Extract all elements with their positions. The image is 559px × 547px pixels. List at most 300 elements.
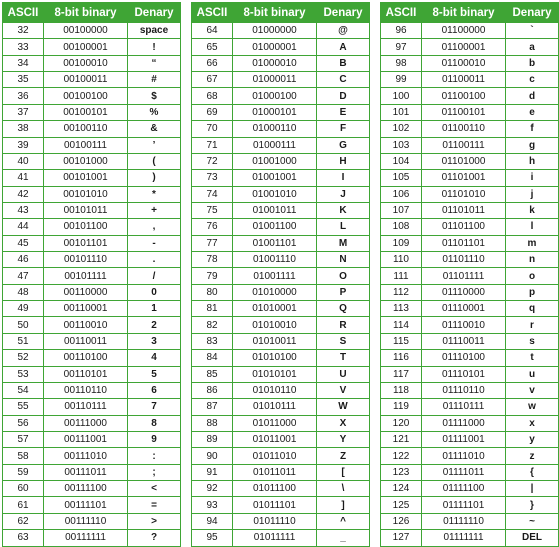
- character-cell: DEL: [506, 530, 559, 546]
- table-row: [192, 186, 370, 202]
- ascii-code-cell: 94: [192, 513, 233, 529]
- table-row: [381, 23, 559, 39]
- ascii-code-cell: 64: [192, 23, 233, 39]
- table-row: [381, 497, 559, 513]
- binary-cell: 00101000: [44, 153, 128, 169]
- ascii-code-cell: 47: [3, 268, 44, 284]
- ascii-code-cell: 44: [3, 219, 44, 235]
- character-cell: m: [506, 235, 559, 251]
- binary-cell: 00100010: [44, 55, 128, 71]
- ascii-code-cell: 34: [3, 55, 44, 71]
- ascii-code-cell: 112: [381, 284, 422, 300]
- binary-cell: 01111101: [422, 497, 506, 513]
- binary-cell: 01011111: [233, 530, 317, 546]
- character-cell: 1: [128, 301, 181, 317]
- table-row: [381, 513, 559, 529]
- table-row: [3, 497, 181, 513]
- ascii-code-cell: 32: [3, 23, 44, 39]
- binary-cell: 01000000: [233, 23, 317, 39]
- binary-cell: 01001110: [233, 252, 317, 268]
- table-row: [192, 366, 370, 382]
- table-row: [381, 72, 559, 88]
- table-row: [192, 301, 370, 317]
- character-cell: n: [506, 252, 559, 268]
- table-row: [381, 219, 559, 235]
- table-row: [381, 399, 559, 415]
- character-cell: }: [506, 497, 559, 513]
- header-ascii: ASCII: [381, 3, 422, 23]
- table-row: [381, 415, 559, 431]
- table-row: [381, 137, 559, 153]
- character-cell: {: [506, 464, 559, 480]
- table-row: [192, 382, 370, 398]
- character-cell: h: [506, 153, 559, 169]
- binary-cell: 00100110: [44, 121, 128, 137]
- table-row: [381, 39, 559, 55]
- ascii-code-cell: 114: [381, 317, 422, 333]
- ascii-code-cell: 104: [381, 153, 422, 169]
- ascii-code-cell: 100: [381, 88, 422, 104]
- table-row: [192, 153, 370, 169]
- table-row: [192, 530, 370, 546]
- character-cell: w: [506, 399, 559, 415]
- header-ascii: ASCII: [3, 3, 44, 23]
- binary-cell: 01011110: [233, 513, 317, 529]
- ascii-table-96-127: [380, 2, 559, 547]
- character-cell: =: [128, 497, 181, 513]
- table-row: [381, 252, 559, 268]
- table-row: [3, 39, 181, 55]
- binary-cell: 01100101: [422, 104, 506, 120]
- ascii-code-cell: 54: [3, 382, 44, 398]
- character-cell: X: [317, 415, 370, 431]
- table-row: [381, 382, 559, 398]
- ascii-code-cell: 105: [381, 170, 422, 186]
- binary-cell: 00111100: [44, 481, 128, 497]
- ascii-code-cell: 90: [192, 448, 233, 464]
- binary-cell: 00111111: [44, 530, 128, 546]
- ascii-code-cell: 42: [3, 186, 44, 202]
- table-row: [3, 399, 181, 415]
- binary-cell: 01000011: [233, 72, 317, 88]
- binary-cell: 01011000: [233, 415, 317, 431]
- table-row: [3, 317, 181, 333]
- binary-cell: 01110111: [422, 399, 506, 415]
- binary-cell: 01111111: [422, 530, 506, 546]
- table-row: [192, 72, 370, 88]
- character-cell: R: [317, 317, 370, 333]
- binary-cell: 01100110: [422, 121, 506, 137]
- character-cell: u: [506, 366, 559, 382]
- binary-cell: 00111011: [44, 464, 128, 480]
- character-cell: U: [317, 366, 370, 382]
- character-cell: V: [317, 382, 370, 398]
- ascii-code-cell: 113: [381, 301, 422, 317]
- ascii-code-cell: 117: [381, 366, 422, 382]
- character-cell: 6: [128, 382, 181, 398]
- table-row: [381, 350, 559, 366]
- ascii-code-cell: 109: [381, 235, 422, 251]
- binary-cell: 01100111: [422, 137, 506, 153]
- character-cell: *: [128, 186, 181, 202]
- character-cell: ?: [128, 530, 181, 546]
- ascii-code-cell: 77: [192, 235, 233, 251]
- binary-cell: 01111110: [422, 513, 506, 529]
- binary-cell: 00101111: [44, 268, 128, 284]
- character-cell: E: [317, 104, 370, 120]
- character-cell: e: [506, 104, 559, 120]
- table-row: [192, 268, 370, 284]
- binary-cell: 00100011: [44, 72, 128, 88]
- character-cell: d: [506, 88, 559, 104]
- character-cell: ~: [506, 513, 559, 529]
- ascii-code-cell: 69: [192, 104, 233, 120]
- header-denary: Denary: [128, 3, 181, 23]
- binary-cell: 01010011: [233, 333, 317, 349]
- ascii-table-64-95: [191, 2, 370, 547]
- table-row: [192, 333, 370, 349]
- character-cell: /: [128, 268, 181, 284]
- ascii-code-cell: 41: [3, 170, 44, 186]
- table-row: [3, 153, 181, 169]
- table-row: [381, 104, 559, 120]
- character-cell: [: [317, 464, 370, 480]
- binary-cell: 01101101: [422, 235, 506, 251]
- binary-cell: 01110101: [422, 366, 506, 382]
- ascii-code-cell: 96: [381, 23, 422, 39]
- ascii-code-cell: 121: [381, 431, 422, 447]
- binary-cell: 00110100: [44, 350, 128, 366]
- binary-cell: 01101100: [422, 219, 506, 235]
- ascii-code-cell: 81: [192, 301, 233, 317]
- ascii-code-cell: 123: [381, 464, 422, 480]
- table-row: [192, 317, 370, 333]
- binary-cell: 01101011: [422, 202, 506, 218]
- ascii-code-cell: 95: [192, 530, 233, 546]
- table-row: [3, 202, 181, 218]
- character-cell: -: [128, 235, 181, 251]
- character-cell: z: [506, 448, 559, 464]
- character-cell: ]: [317, 497, 370, 513]
- table-row: [3, 481, 181, 497]
- binary-cell: 00101010: [44, 186, 128, 202]
- character-cell: N: [317, 252, 370, 268]
- table-header-row: [381, 3, 559, 23]
- character-cell: G: [317, 137, 370, 153]
- table-row: [381, 301, 559, 317]
- character-cell: “: [128, 55, 181, 71]
- binary-cell: 00110110: [44, 382, 128, 398]
- binary-cell: 01101110: [422, 252, 506, 268]
- binary-cell: 01111010: [422, 448, 506, 464]
- binary-cell: 00110010: [44, 317, 128, 333]
- ascii-table-32-63: [2, 2, 181, 547]
- table-row: [3, 88, 181, 104]
- ascii-code-cell: 76: [192, 219, 233, 235]
- character-cell: ’: [128, 137, 181, 153]
- ascii-code-cell: 61: [3, 497, 44, 513]
- table-row: [381, 153, 559, 169]
- ascii-code-cell: 79: [192, 268, 233, 284]
- ascii-code-cell: 56: [3, 415, 44, 431]
- table-row: [3, 235, 181, 251]
- table-row: [3, 350, 181, 366]
- table-row: [192, 219, 370, 235]
- binary-cell: 00110101: [44, 366, 128, 382]
- binary-cell: 00111101: [44, 497, 128, 513]
- character-cell: @: [317, 23, 370, 39]
- table-row: [192, 481, 370, 497]
- character-cell: ): [128, 170, 181, 186]
- binary-cell: 01110011: [422, 333, 506, 349]
- header-denary: Denary: [317, 3, 370, 23]
- binary-cell: 01010101: [233, 366, 317, 382]
- table-row: [381, 121, 559, 137]
- ascii-code-cell: 125: [381, 497, 422, 513]
- binary-cell: 00100111: [44, 137, 128, 153]
- character-cell: :: [128, 448, 181, 464]
- binary-cell: 01101000: [422, 153, 506, 169]
- table-body: [381, 23, 559, 547]
- binary-cell: 00110111: [44, 399, 128, 415]
- table-row: [3, 366, 181, 382]
- character-cell: W: [317, 399, 370, 415]
- ascii-code-cell: 127: [381, 530, 422, 546]
- binary-cell: 01100001: [422, 39, 506, 55]
- binary-cell: 01101001: [422, 170, 506, 186]
- ascii-code-cell: 101: [381, 104, 422, 120]
- character-cell: .: [128, 252, 181, 268]
- table-row: [3, 23, 181, 39]
- binary-cell: 01000100: [233, 88, 317, 104]
- character-cell: #: [128, 72, 181, 88]
- character-cell: _: [317, 530, 370, 546]
- table-row: [3, 284, 181, 300]
- binary-cell: 00100000: [44, 23, 128, 39]
- table-row: [192, 448, 370, 464]
- character-cell: p: [506, 284, 559, 300]
- ascii-code-cell: 39: [3, 137, 44, 153]
- ascii-code-cell: 71: [192, 137, 233, 153]
- ascii-code-cell: 35: [3, 72, 44, 88]
- table-row: [192, 415, 370, 431]
- ascii-code-cell: 111: [381, 268, 422, 284]
- ascii-code-cell: 108: [381, 219, 422, 235]
- table-row: [192, 39, 370, 55]
- ascii-code-cell: 119: [381, 399, 422, 415]
- ascii-code-cell: 67: [192, 72, 233, 88]
- character-cell: 9: [128, 431, 181, 447]
- binary-cell: 01111100: [422, 481, 506, 497]
- binary-cell: 01001010: [233, 186, 317, 202]
- character-cell: L: [317, 219, 370, 235]
- ascii-code-cell: 97: [381, 39, 422, 55]
- table-row: [381, 202, 559, 218]
- ascii-code-cell: 103: [381, 137, 422, 153]
- table-row: [192, 252, 370, 268]
- ascii-code-cell: 99: [381, 72, 422, 88]
- binary-cell: 01101010: [422, 186, 506, 202]
- binary-cell: 00101100: [44, 219, 128, 235]
- binary-cell: 00110001: [44, 301, 128, 317]
- ascii-code-cell: 110: [381, 252, 422, 268]
- binary-cell: 01001100: [233, 219, 317, 235]
- table-row: [3, 415, 181, 431]
- binary-cell: 01110100: [422, 350, 506, 366]
- binary-cell: 01000110: [233, 121, 317, 137]
- table-row: [381, 481, 559, 497]
- character-cell: c: [506, 72, 559, 88]
- binary-cell: 00101001: [44, 170, 128, 186]
- ascii-code-cell: 102: [381, 121, 422, 137]
- binary-cell: 01011100: [233, 481, 317, 497]
- ascii-code-cell: 115: [381, 333, 422, 349]
- binary-cell: 01010010: [233, 317, 317, 333]
- ascii-code-cell: 36: [3, 88, 44, 104]
- character-cell: Q: [317, 301, 370, 317]
- character-cell: 7: [128, 399, 181, 415]
- character-cell: F: [317, 121, 370, 137]
- table-body: [192, 23, 370, 547]
- character-cell: y: [506, 431, 559, 447]
- ascii-code-cell: 45: [3, 235, 44, 251]
- table-row: [3, 464, 181, 480]
- character-cell: v: [506, 382, 559, 398]
- ascii-code-cell: 49: [3, 301, 44, 317]
- ascii-code-cell: 57: [3, 431, 44, 447]
- binary-cell: 01110000: [422, 284, 506, 300]
- character-cell: \: [317, 481, 370, 497]
- binary-cell: 01100010: [422, 55, 506, 71]
- table-row: [381, 55, 559, 71]
- character-cell: I: [317, 170, 370, 186]
- ascii-code-cell: 58: [3, 448, 44, 464]
- character-cell: H: [317, 153, 370, 169]
- binary-cell: 01111001: [422, 431, 506, 447]
- table-row: [192, 431, 370, 447]
- character-cell: $: [128, 88, 181, 104]
- table-row: [3, 170, 181, 186]
- ascii-code-cell: 89: [192, 431, 233, 447]
- binary-cell: 00110000: [44, 284, 128, 300]
- table-row: [3, 333, 181, 349]
- ascii-code-cell: 37: [3, 104, 44, 120]
- table-row: [192, 350, 370, 366]
- character-cell: t: [506, 350, 559, 366]
- character-cell: `: [506, 23, 559, 39]
- binary-cell: 01110010: [422, 317, 506, 333]
- table-row: [381, 284, 559, 300]
- table-row: [192, 284, 370, 300]
- character-cell: k: [506, 202, 559, 218]
- binary-cell: 00101011: [44, 202, 128, 218]
- character-cell: a: [506, 39, 559, 55]
- table-row: [192, 170, 370, 186]
- character-cell: Z: [317, 448, 370, 464]
- binary-cell: 01011101: [233, 497, 317, 513]
- ascii-code-cell: 48: [3, 284, 44, 300]
- ascii-code-cell: 78: [192, 252, 233, 268]
- ascii-code-cell: 82: [192, 317, 233, 333]
- binary-cell: 00111010: [44, 448, 128, 464]
- ascii-code-cell: 53: [3, 366, 44, 382]
- character-cell: S: [317, 333, 370, 349]
- table-row: [3, 530, 181, 546]
- binary-cell: 01001101: [233, 235, 317, 251]
- character-cell: C: [317, 72, 370, 88]
- table-row: [192, 235, 370, 251]
- ascii-code-cell: 91: [192, 464, 233, 480]
- character-cell: +: [128, 202, 181, 218]
- binary-cell: 01000101: [233, 104, 317, 120]
- binary-cell: 00100101: [44, 104, 128, 120]
- header-binary: 8-bit binary: [422, 3, 506, 23]
- character-cell: 5: [128, 366, 181, 382]
- character-cell: s: [506, 333, 559, 349]
- table-row: [3, 219, 181, 235]
- binary-cell: 01111011: [422, 464, 506, 480]
- binary-cell: 01001001: [233, 170, 317, 186]
- table-row: [192, 202, 370, 218]
- binary-cell: 00110011: [44, 333, 128, 349]
- character-cell: f: [506, 121, 559, 137]
- binary-cell: 01011010: [233, 448, 317, 464]
- character-cell: b: [506, 55, 559, 71]
- table-row: [381, 186, 559, 202]
- table-row: [3, 448, 181, 464]
- character-cell: g: [506, 137, 559, 153]
- binary-cell: 01111000: [422, 415, 506, 431]
- character-cell: B: [317, 55, 370, 71]
- binary-cell: 01000111: [233, 137, 317, 153]
- ascii-code-cell: 40: [3, 153, 44, 169]
- character-cell: 2: [128, 317, 181, 333]
- character-cell: D: [317, 88, 370, 104]
- binary-cell: 01001000: [233, 153, 317, 169]
- character-cell: O: [317, 268, 370, 284]
- ascii-code-cell: 63: [3, 530, 44, 546]
- ascii-code-cell: 33: [3, 39, 44, 55]
- binary-cell: 00100100: [44, 88, 128, 104]
- ascii-code-cell: 87: [192, 399, 233, 415]
- ascii-code-cell: 106: [381, 186, 422, 202]
- table-row: [3, 513, 181, 529]
- binary-cell: 01001111: [233, 268, 317, 284]
- ascii-code-cell: 60: [3, 481, 44, 497]
- ascii-code-cell: 118: [381, 382, 422, 398]
- binary-cell: 00101101: [44, 235, 128, 251]
- ascii-code-cell: 107: [381, 202, 422, 218]
- character-cell: P: [317, 284, 370, 300]
- character-cell: r: [506, 317, 559, 333]
- character-cell: &: [128, 121, 181, 137]
- character-cell: 4: [128, 350, 181, 366]
- ascii-code-cell: 85: [192, 366, 233, 382]
- table-row: [3, 137, 181, 153]
- binary-cell: 01010110: [233, 382, 317, 398]
- binary-cell: 00111001: [44, 431, 128, 447]
- character-cell: %: [128, 104, 181, 120]
- header-binary: 8-bit binary: [44, 3, 128, 23]
- binary-cell: 01110110: [422, 382, 506, 398]
- ascii-code-cell: 73: [192, 170, 233, 186]
- table-row: [381, 530, 559, 546]
- character-cell: !: [128, 39, 181, 55]
- binary-cell: 00100001: [44, 39, 128, 55]
- table-row: [3, 431, 181, 447]
- character-cell: Y: [317, 431, 370, 447]
- ascii-code-cell: 84: [192, 350, 233, 366]
